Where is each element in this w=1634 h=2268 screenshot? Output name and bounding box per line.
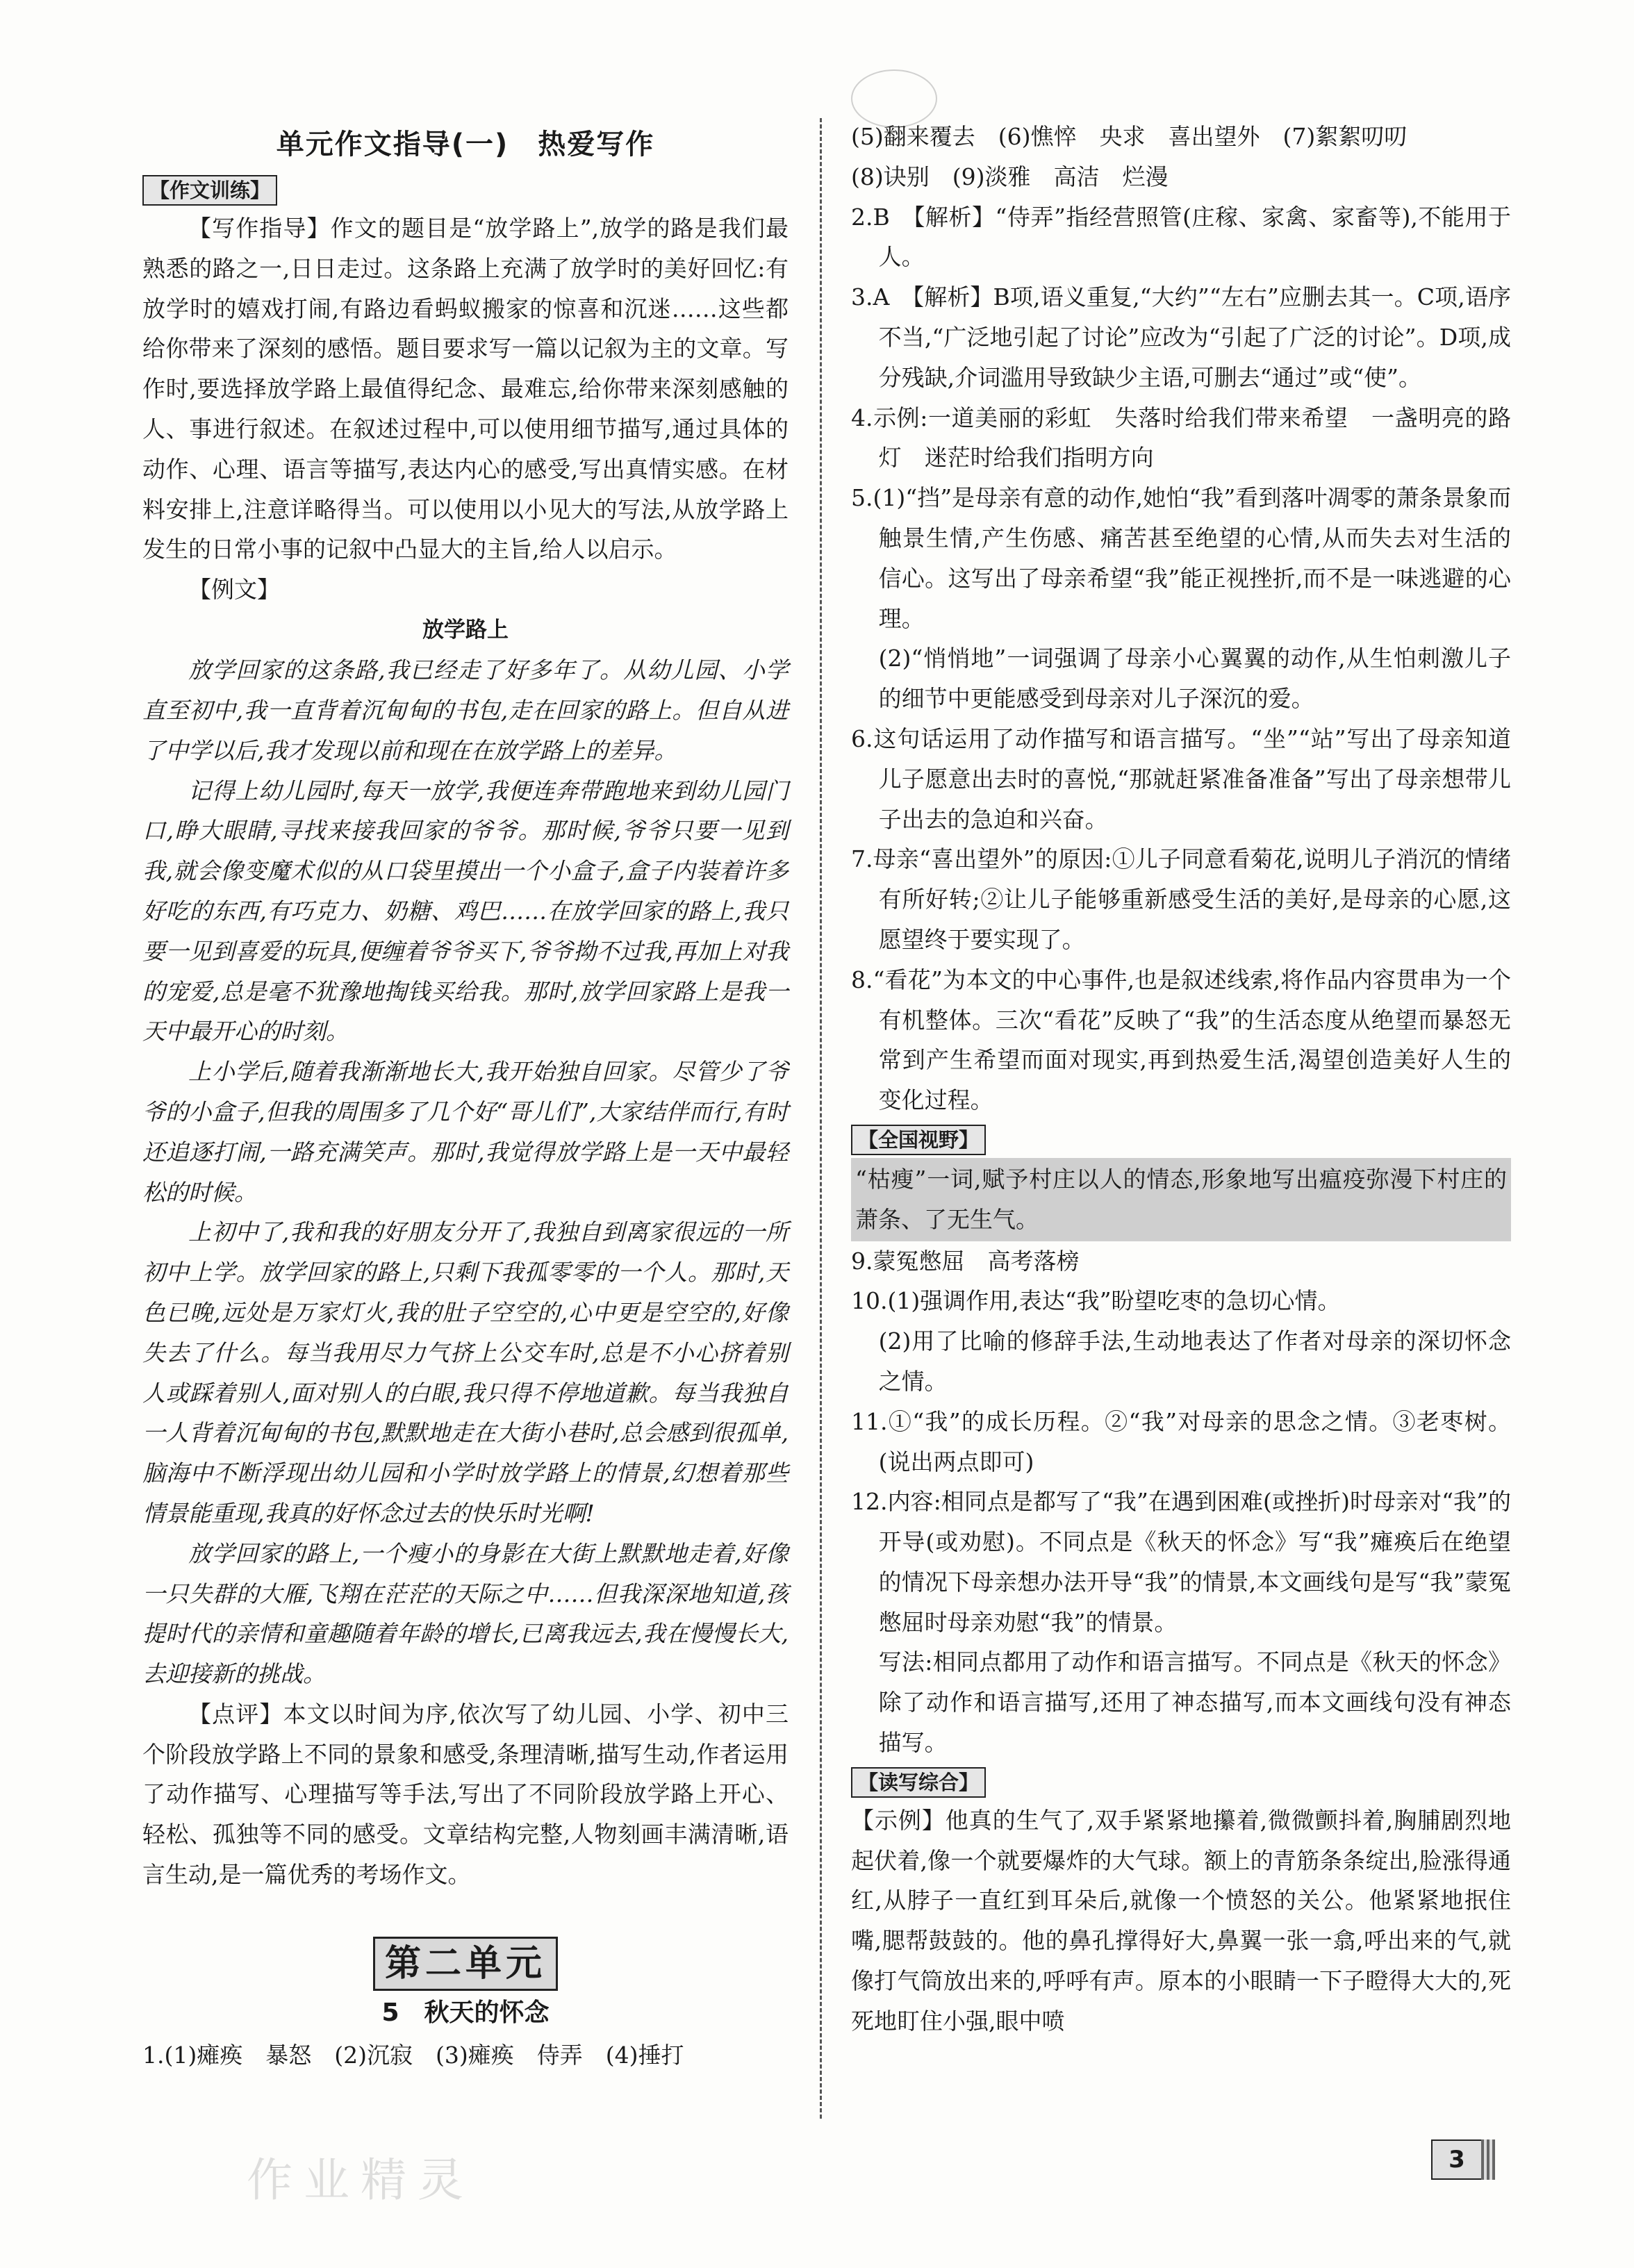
- tag-national-view: 【全国视野】: [851, 1125, 986, 1155]
- highlighted-answer: “枯瘦”一词,赋予村庄以人的情态,形象地写出瘟疫弥漫下村庄的萧条、了无生气。: [851, 1158, 1511, 1241]
- watermark: 作业精灵: [247, 2153, 474, 2207]
- answer-2: 2.B 【解析】“侍弄”指经营照管(庄稼、家禽、家畜等),不能用于人。: [851, 203, 1511, 271]
- answer-7: 7.母亲“喜出望外”的原因:①儿子同意看菊花,说明儿子消沉的情绪有所好转;②让儿子能够重新感受生活的美好,是母亲的心愿,这愿望终于要实现了。: [851, 845, 1511, 953]
- essay-comment: 【点评】本文以时间为序,依次写了幼儿园、小学、初中三个阶段放学路上不同的景象和感受,条理清晰,描写生动,作者运用了动作描写、心理描写等手法,写出了不同阶段放学路上开心、轻松、孤独等不同的感受。文章结构完整,人物刻画丰满清晰,语言生动,是一篇优秀的考场作文。: [142, 1700, 789, 1889]
- answer-10a: 10.(1)强调作用,表达“我”盼望吃枣的急切心情。: [851, 1287, 1341, 1315]
- essay-paragraph-3: 上小学后,随着我渐渐地长大,我开始独自回家。尽管少了爷爷的小盒子,但我的周围多了几个好“哥儿们”,大家结伴而行,有时还追逐打闹,一路充满笑声。那时,我觉得放学路上是一天中最轻松的时候。: [142, 1058, 789, 1206]
- essay-paragraph-1: 放学回家的这条路,我已经走了好多年了。从幼儿园、小学直至初中,我一直背着沉甸甸的书包,走在回家的路上。但自从进了中学以后,我才发现以前和现在在放学路上的差异。: [142, 656, 789, 764]
- answer-12b: 写法:相同点都用了动作和语言描写。不同点是《秋天的怀念》除了动作和语言描写,还用了神态描写,而本文画线句没有神态描写。: [878, 1648, 1511, 1757]
- page-number: 3: [1431, 2139, 1483, 2180]
- tag-composition-training: 【作文训练】: [142, 175, 277, 206]
- answer-6: 6.这句话运用了动作描写和语言描写。“坐”“站”写出了母亲知道儿子愿意出去时的喜悦,“那就赶紧准备准备”写出了母亲想带儿子出去的急迫和兴奋。: [851, 725, 1511, 833]
- answer-5b: (2)“悄悄地”一词强调了母亲小心翼翼的动作,从生怕刺激儿子的细节中更能感受到母亲对儿子深沉的爱。: [878, 645, 1511, 713]
- answer-5a: 5.(1)“挡”是母亲有意的动作,她怕“我”看到落叶凋零的萧条景象而触景生情,产生伤感、痛苦甚至绝望的心情,从而失去对生活的信心。这写出了母亲希望“我”能正视挫折,而不是一味逃避的心理。: [851, 484, 1511, 632]
- tag-reading-writing: 【读写综合】: [851, 1767, 986, 1798]
- lesson-title: 5 秋天的怀念: [381, 1998, 550, 2027]
- answer-8: 8.“看花”为本文的中心事件,也是叙述线索,将作品内容贯串为一个有机整体。三次“看花”反映了“我”的生活态度从绝望而暴怒无常到产生希望而面对现实,再到热爱生活,渴望创造美好人生的变化过程。: [851, 966, 1511, 1114]
- answer-11: 11.①“我”的成长历程。②“我”对母亲的思念之情。③老枣树。(说出两点即可): [851, 1407, 1511, 1475]
- essay-paragraph-5: 放学回家的路上,一个瘦小的身影在大街上默默地走着,好像一只失群的大雁,飞翔在茫茫的天际之中……但我深深地知道,孩提时代的亲情和童趣随着年龄的增长,已离我远去,我在慢慢长大,去迎接新的挑战。: [142, 1539, 789, 1688]
- essay-paragraph-2: 记得上幼儿园时,每天一放学,我便连奔带跑地来到幼儿园门口,睁大眼睛,寻找来接我回家的爷爷。那时候,爷爷只要一见到我,就会像变魔术似的从口袋里摸出一个小盒子,盒子内装着许多好吃的东西,有巧克力、奶糖、鸡巴……在放学回家的路上,我只要一见到喜爱的玩具,便缠着爷爷买下,爷爷拗不过我,再加上对我的宠爱,总是毫不犹豫地掏钱买给我。那时,放学回家路上是我一天中最开心的时刻。: [142, 777, 789, 1045]
- page-number-bar: [1481, 2139, 1495, 2180]
- page-title: 单元作文指导(一) 热爱写作: [276, 129, 655, 160]
- answer-9: 9.蒙冤憋屈 高考落榜: [851, 1247, 1080, 1275]
- reading-writing-example: 【示例】他真的生气了,双手紧紧地攥着,微微颤抖着,胸脯剧烈地起伏着,像一个就要爆炸的大气球。额上的青筋条条绽出,脸涨得通红,从脖子一直红到耳朵后,就像一个愤怒的关公。他紧紧地抿住嘴,腮帮鼓鼓的。他的鼻孔撑得好大,鼻翼一张一翕,呼出来的气,就像打气筒放出来的,呼呼有声。原本的小眼睛一下子瞪得大大的,死死地盯住小强,眼中喷: [851, 1806, 1511, 2035]
- answer-10b: (2)用了比喻的修辞手法,生动地表达了作者对母亲的深切怀念之情。: [878, 1327, 1511, 1395]
- answer-1-cont-b: (8)诀别 (9)淡雅 高洁 烂漫: [851, 163, 1169, 190]
- example-label: 【例文】: [188, 576, 280, 604]
- answer-1-cont-a: (5)翻来覆去 (6)憔悴 央求 喜出望外 (7)絮絮叨叨: [851, 123, 1408, 150]
- column-divider: [820, 118, 822, 2119]
- chapter-heading: 第二单元: [373, 1937, 558, 1991]
- answer-1: 1.(1)瘫痪 暴怒 (2)沉寂 (3)瘫痪 侍弄 (4)捶打: [142, 2041, 684, 2069]
- answer-12a: 12.内容:相同点是都写了“我”在遇到困难(或挫折)时母亲对“我”的开导(或劝慰)。不同点是《秋天的怀念》写“我”瘫痪后在绝望的情况下母亲想办法开导“我”的情景,本文画线句是写“我”蒙冤憋屈时母亲劝慰“我”的情景。: [851, 1488, 1511, 1636]
- essay-title: 放学路上: [422, 618, 509, 643]
- writing-guide: 【写作指导】作文的题目是“放学路上”,放学的路是我们最熟悉的路之一,日日走过。这条路上充满了放学时的美好回忆:有放学时的嬉戏打闹,有路边看蚂蚁搬家的惊喜和沉迷……这些都给你带来了深刻的感悟。题目要求写一篇以记叙为主的文章。写作时,要选择放学路上最值得纪念、最难忘,给你带来深刻感触的人、事进行叙述。在叙述过程中,可以使用细节描写,通过具体的动作、心理、语言等描写,表达内心的感受,写出真情实感。在材料安排上,注意详略得当。可以使用以小见大的写法,从放学路上发生的日常小事的记叙中凸显大的主旨,给人以启示。: [142, 215, 789, 563]
- national-view-text: [851, 1158, 1511, 1241]
- answer-4: 4.示例:一道美丽的彩虹 失落时给我们带来希望 一盏明亮的路灯 迷茫时给我们指明方向: [851, 404, 1511, 472]
- left-column: [142, 104, 789, 2076]
- answer-3: 3.A 【解析】B项,语义重复,“大约”“左右”应删去其一。C项,语序不当,“广泛地引起了讨论”应改为“引起了广泛的讨论”。D项,成分残缺,介词滥用导致缺少主语,可删去“通过”或“使”。: [851, 283, 1511, 391]
- essay-paragraph-4: 上初中了,我和我的好朋友分开了,我独自到离家很远的一所初中上学。放学回家的路上,只剩下我孤零零的一个人。那时,天色已晚,远处是万家灯火,我的肚子空空的,心中更是空空的,好像失去了什么。每当我用尽力气挤上公交车时,总是不小心挤着别人或踩着别人,面对别人的白眼,我只得不停地道歉。每当我独自一人背着沉甸甸的书包,默默地走在大街小巷时,总会感到很孤单,脑海中不断浮现出幼儿园和小学时放学路上的情景,幻想着那些情景能重现,我真的好怀念过去的快乐时光啊!: [142, 1218, 789, 1527]
- right-column: [851, 117, 1511, 2042]
